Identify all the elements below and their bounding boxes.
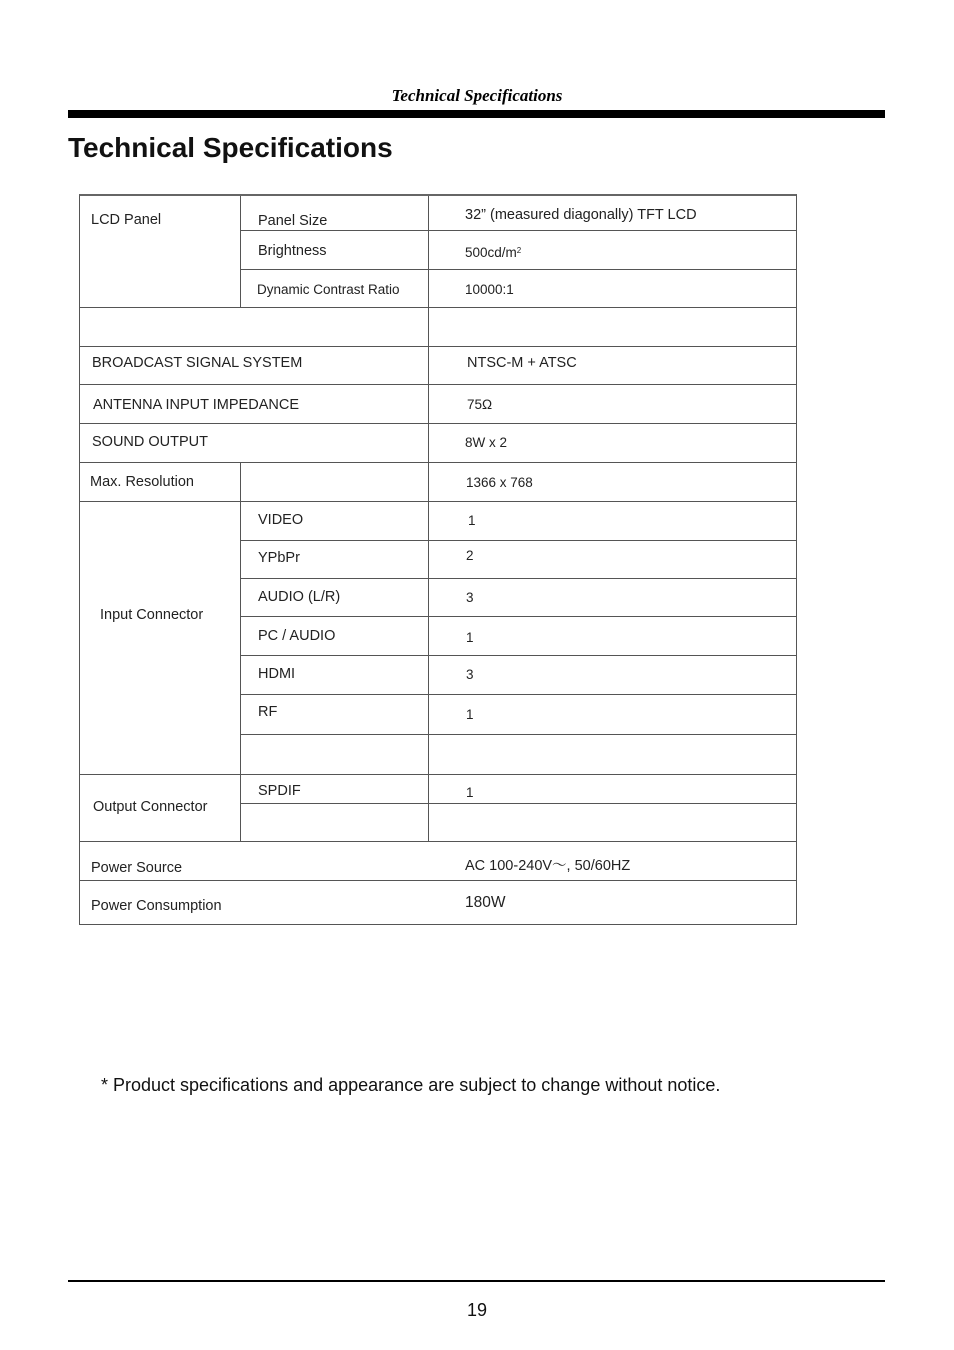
- sound-value: 8W x 2: [465, 435, 508, 450]
- spdif-label: SPDIF: [258, 783, 301, 799]
- input-ypbpr-label: YPbPr: [258, 550, 300, 566]
- footer-rule: [68, 1280, 885, 1282]
- input-audio-value: 3: [466, 590, 474, 605]
- contrast-label: Dynamic Contrast Ratio: [257, 282, 400, 297]
- input-video-value: 1: [468, 513, 476, 528]
- input-connector-label: Input Connector: [100, 607, 204, 623]
- spdif-value: 1: [466, 785, 474, 800]
- running-header: Technical Specifications: [391, 86, 563, 105]
- input-pc-audio-label: PC / AUDIO: [258, 628, 336, 644]
- input-hdmi-label: HDMI: [258, 666, 296, 682]
- max-res-value: 1366 x 768: [466, 475, 533, 490]
- power-consumption-value: 180W: [465, 894, 506, 911]
- disclaimer-note: * Product specifications and appearance are subject to change without notice.: [101, 1075, 721, 1095]
- page-number: 19: [466, 1300, 488, 1320]
- brightness-superscript: 2: [516, 246, 522, 255]
- contrast-value: 10000:1: [465, 282, 514, 297]
- lcd-panel-label: LCD Panel: [91, 212, 162, 228]
- input-hdmi-value: 3: [466, 667, 474, 682]
- input-video-label: VIDEO: [258, 512, 304, 528]
- broadcast-label: BROADCAST SIGNAL SYSTEM: [92, 355, 303, 371]
- input-rf-label: RF: [258, 704, 278, 720]
- power-source-label: Power Source: [91, 860, 183, 876]
- input-audio-label: AUDIO (L/R): [258, 589, 341, 605]
- output-connector-label: Output Connector: [93, 799, 208, 815]
- broadcast-value: NTSC-M + ATSC: [467, 355, 577, 371]
- power-consumption-label: Power Consumption: [91, 898, 222, 914]
- antenna-value: 75Ω: [467, 397, 493, 412]
- max-res-label: Max. Resolution: [90, 474, 194, 490]
- power-source-value: AC 100-240V～, 50/60HZ: [465, 858, 631, 874]
- panel-size-value: 32” (measured diagonally) TFT LCD: [465, 207, 697, 223]
- panel-size-label: Panel Size: [258, 213, 328, 229]
- antenna-label: ANTENNA INPUT IMPEDANCE: [93, 397, 299, 413]
- sound-label: SOUND OUTPUT: [92, 434, 208, 450]
- brightness-value: $500cd/m^2$: [465, 245, 522, 260]
- page-title: Technical Specifications: [68, 132, 393, 163]
- brightness-label: Brightness: [258, 243, 327, 259]
- input-ypbpr-value: 2: [466, 548, 474, 563]
- input-rf-value: 1: [466, 707, 474, 722]
- input-pc-audio-value: 1: [466, 630, 474, 645]
- header-rule: [68, 110, 885, 118]
